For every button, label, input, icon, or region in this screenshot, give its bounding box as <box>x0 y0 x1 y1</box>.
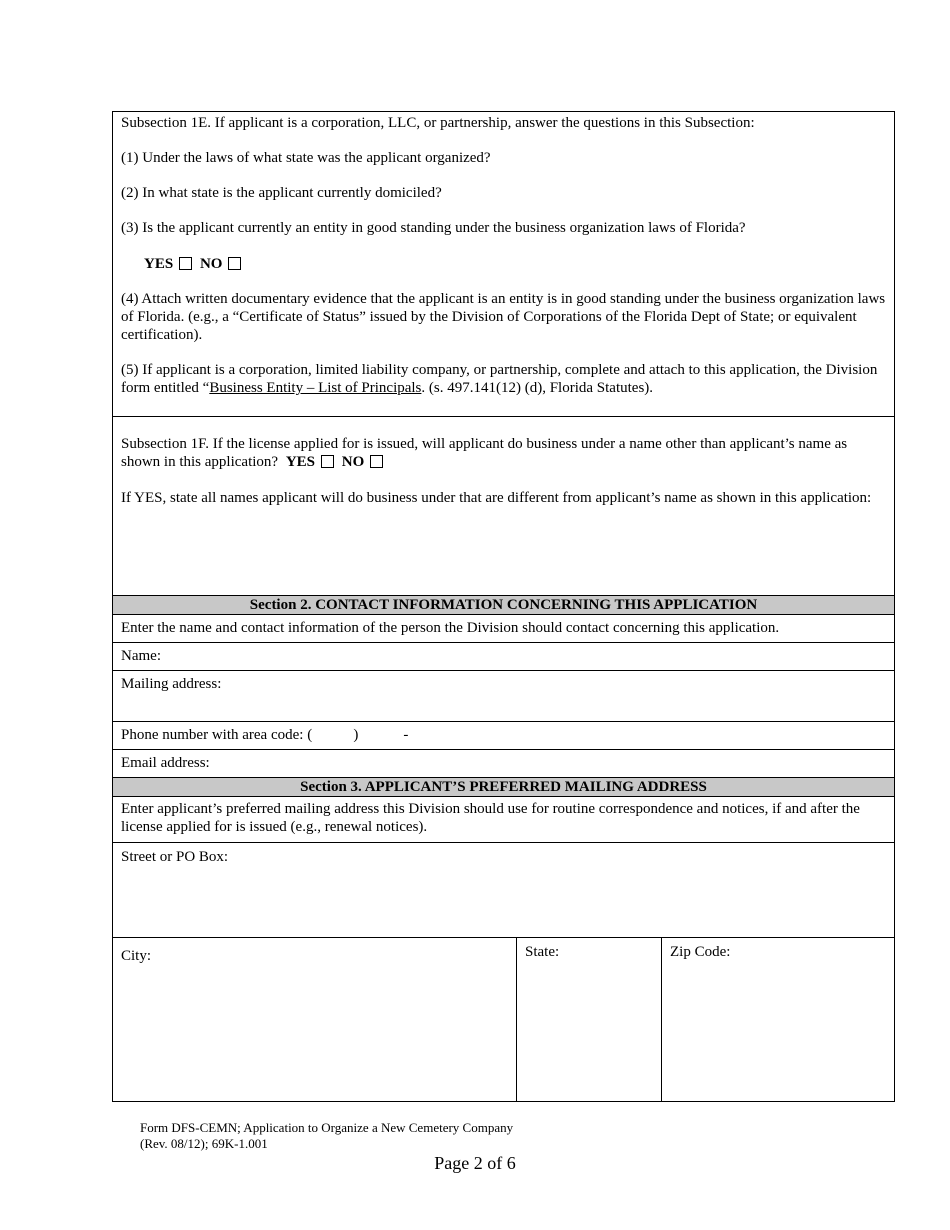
question-5-text: (5) If applicant is a corporation, limited liability company, or partnership, complete and attach to this application, the Division form entitled “ <box>121 362 878 396</box>
contact-mailing-address-field[interactable]: Mailing address: <box>113 671 894 722</box>
city-state-zip-row <box>113 938 894 1101</box>
dba-no-checkbox[interactable] <box>370 455 383 468</box>
question-3: (3) Is the applicant currently an entity in good standing under the business organization laws of Florida? <box>121 220 746 236</box>
subsection-1e <box>113 112 894 417</box>
dba-yes-label: YES <box>285 454 315 470</box>
good-standing-yes-checkbox[interactable] <box>179 257 192 270</box>
good-standing-choice <box>113 255 894 273</box>
form-footer <box>140 1120 513 1151</box>
question-2: (2) In what state is the applicant currently domiciled? <box>121 185 442 201</box>
contact-name-field[interactable]: Name: <box>113 643 894 671</box>
subsection-1f <box>113 417 894 596</box>
list-of-principals-form-link: Business Entity – List of Principals <box>209 380 422 396</box>
good-standing-no-label: NO <box>199 256 223 272</box>
page-number: Page 2 of 6 <box>434 1153 516 1173</box>
form-id: Form DFS-CEMN; Application to Organize a New Cemetery Company <box>140 1120 514 1135</box>
dba-question-text: Subsection 1F. If the license applied for is issued, will applicant do business under a name other than applicant’s name as shown in this application? <box>121 436 848 470</box>
question-4: (4) Attach written documentary evidence that the applicant is an entity is in good standing under the business organization laws of Florida. (e.g., a “Certificate of Status” issued by the Division of Corporations of the Florida Dept of State; or equivalent certification). <box>121 291 886 343</box>
contact-phone-field[interactable]: Phone number with area code: ( ) - <box>113 722 894 750</box>
dba-no-label: NO <box>341 454 365 470</box>
section-2-instruction: Enter the name and contact information of the person the Division should contact concerning this application. <box>113 615 894 643</box>
dba-question <box>113 435 894 471</box>
section-3-header: Section 3. APPLICANT’S PREFERRED MAILING ADDRESS <box>113 778 894 797</box>
city-field[interactable]: City: <box>113 938 517 1101</box>
contact-email-field[interactable]: Email address: <box>113 750 894 778</box>
dba-names-instruction: If YES, state all names applicant will do business under that are different from applicant’s name as shown in this application: <box>121 490 872 506</box>
form-revision: (Rev. 08/12); 69K-1.001 <box>140 1135 268 1151</box>
section-3-instruction: Enter applicant’s preferred mailing address this Division should use for routine correspondence and notices, if and after the license applied for is issued (e.g., renewal notices). <box>113 797 894 843</box>
question-1: (1) Under the laws of what state was the applicant organized? <box>121 150 491 166</box>
question-5 <box>113 361 894 397</box>
application-form <box>112 111 895 1102</box>
subsection-1e-intro: Subsection 1E. If applicant is a corporation, LLC, or partnership, answer the questions in this Subsection: <box>121 115 755 131</box>
good-standing-yes-label: YES <box>144 256 174 272</box>
section-2-header: Section 2. CONTACT INFORMATION CONCERNING THIS APPLICATION <box>113 596 894 615</box>
state-field[interactable]: State: <box>517 938 662 1101</box>
good-standing-no-checkbox[interactable] <box>228 257 241 270</box>
street-po-box-field[interactable]: Street or PO Box: <box>113 843 894 938</box>
question-5-statute: . (s. 497.141(12) (d), Florida Statutes). <box>421 380 654 396</box>
zip-code-field[interactable]: Zip Code: <box>670 944 731 960</box>
dba-yes-checkbox[interactable] <box>321 455 334 468</box>
